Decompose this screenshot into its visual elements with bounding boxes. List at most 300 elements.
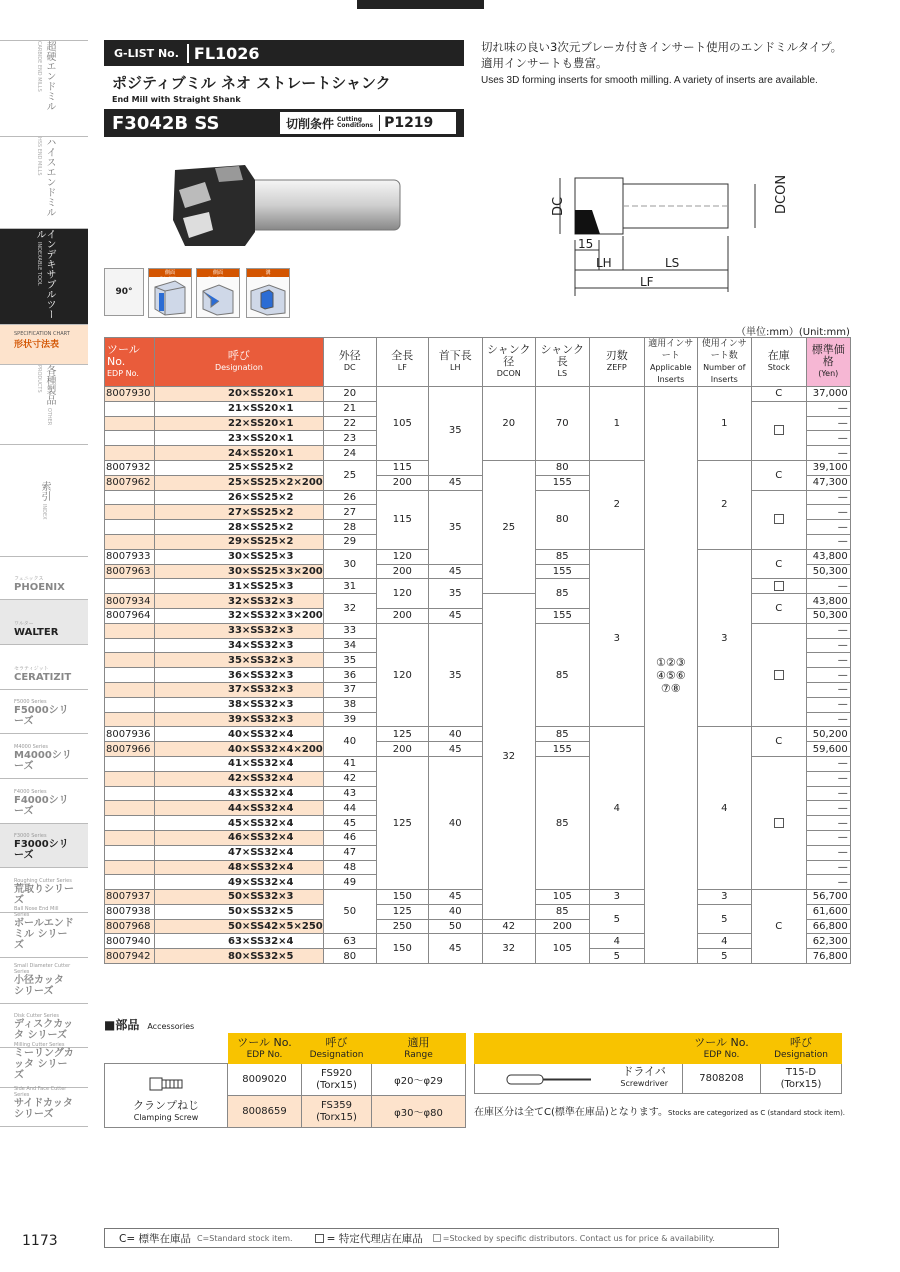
driver-cell (475, 1064, 683, 1094)
cell-edp (105, 771, 155, 786)
th-ja: 使用インサート数 (701, 339, 747, 361)
cell-edp: 8007930 (105, 387, 155, 402)
title-ja: ポジティブミル ネオ ストレートシャンク (112, 74, 391, 92)
cell-edp: 8007962 (105, 475, 155, 490)
sidebar-item-other[interactable]: 各種製品 OTHER PRODUCTS (0, 364, 88, 444)
cell-edp (105, 623, 155, 638)
sidebar-series-disk[interactable]: Disk Cutter Series ディスクカッタ シリーズ (0, 1003, 88, 1047)
legend-c-ja: C= 標準在庫品 (119, 1232, 191, 1245)
cell-ls: 80 (535, 460, 589, 475)
th-edp (228, 1034, 302, 1064)
angle-label: 90° (115, 287, 133, 297)
cell-edp: 8007968 (105, 919, 155, 934)
cell-price: — (806, 490, 850, 505)
cell-lh: 50 (428, 919, 482, 934)
legend-box-en: =Stocked by specific distributors. Contact us for price & availability. (442, 1233, 715, 1243)
cell-designation: 38×SS32×3 (155, 697, 324, 712)
cell-designation: 49×SS32×4 (155, 875, 324, 890)
th-en: LH (450, 363, 461, 372)
cell-lh: 40 (428, 904, 482, 919)
cell-stock (751, 490, 806, 549)
cell-dcon: 42 (482, 919, 535, 934)
th-designation (761, 1034, 842, 1064)
cell-lf: 200 (376, 475, 428, 490)
cell-price: 39,100 (806, 460, 850, 475)
th-insert-count (697, 338, 751, 387)
accessories-screw-table (104, 1033, 466, 1128)
cell-price: — (806, 401, 850, 416)
th-ja: 刃数 (605, 349, 628, 362)
note-en: Stocks are categorized as C (standard stock item). (668, 1109, 846, 1117)
sidebar-brand-ceratizit[interactable]: セラティジット CERATIZIT (0, 644, 88, 689)
sidebar-item-hss[interactable]: ハイスエンドミル HSS END MILLS (0, 136, 88, 228)
cell-ls: 155 (535, 608, 589, 623)
th-ja: 在庫 (767, 349, 790, 362)
cell-edp (105, 697, 155, 712)
cell-dc: 32 (323, 594, 376, 624)
cell-lh: 35 (428, 579, 482, 609)
cell-edp (105, 668, 155, 683)
op-label: 側面 (149, 269, 191, 277)
table-row (105, 727, 851, 742)
cell-designation: 20×SS20×1 (155, 387, 324, 402)
cell-price: 37,000 (806, 387, 850, 402)
th-ja: ツール No. (237, 1035, 292, 1049)
cell-edp (105, 801, 155, 816)
cell-edp (105, 505, 155, 520)
cell-dcon: 32 (482, 934, 535, 964)
cell-lf: 120 (376, 623, 428, 727)
cell-designation: 50×SS42×5×250 (155, 919, 324, 934)
driver-label-ja: ドライバ (622, 1065, 666, 1078)
distributor-stock-icon (774, 425, 784, 435)
th-en: Range (404, 1049, 433, 1060)
distributor-stock-icon (774, 670, 784, 680)
cell-edp (105, 712, 155, 727)
des2: (Torx15) (780, 1078, 822, 1090)
cell-stock (751, 401, 806, 460)
cell-ls: 70 (535, 387, 589, 461)
op-label-en: Slotting (261, 276, 275, 280)
cell-designation: 33×SS32×3 (155, 623, 324, 638)
sidebar-series-f5000[interactable]: F5000 Series F5000シリーズ (0, 689, 88, 733)
cell-dc: 41 (323, 756, 376, 771)
cell-range: φ20〜φ29 (372, 1064, 466, 1096)
sidebar-series-f4000[interactable]: F4000 Series F4000シリーズ (0, 778, 88, 823)
cell-insert-count: 4 (697, 934, 751, 949)
cell-designation: 32×SS32×3 (155, 594, 324, 609)
cell-insert-count: 5 (697, 904, 751, 934)
cond-en-2: Conditions (337, 122, 374, 129)
cell-price: 50,300 (806, 564, 850, 579)
cell-dc: 26 (323, 490, 376, 505)
cell-price: — (806, 520, 850, 535)
cell-dc: 35 (323, 653, 376, 668)
cell-designation: 21×SS20×1 (155, 401, 324, 416)
cell-designation: 28×SS25×2 (155, 520, 324, 535)
cell-designation: 40×SS32×4 (155, 727, 324, 742)
end-mill-illustration (165, 160, 405, 250)
cell-ls: 85 (535, 904, 589, 919)
sidebar-series-milling[interactable]: Milling Cutter Series ミーリングカッタ シリーズ (0, 1047, 88, 1087)
th-ja: 呼び (325, 1035, 348, 1049)
note-ja: 在庫区分は全てC(標準在庫品)となります。 (474, 1107, 668, 1118)
cell-insert-count: 5 (697, 949, 751, 964)
th-en: LS (557, 369, 568, 378)
th-dc (323, 338, 376, 387)
cell-lh: 45 (428, 564, 482, 579)
cell-designation: 37×SS32×3 (155, 682, 324, 697)
cell-dc: 38 (323, 697, 376, 712)
cell-price: 47,300 (806, 475, 850, 490)
cell-dc: 27 (323, 505, 376, 520)
cell-designation: 22×SS20×1 (155, 416, 324, 431)
cell-dc: 44 (323, 801, 376, 816)
cell-edp (105, 845, 155, 860)
th-en: Number of Inserts (703, 363, 746, 384)
th-empty (475, 1034, 683, 1064)
cell-dc: 28 (323, 520, 376, 535)
cell-lh: 45 (428, 890, 482, 905)
cell-edp: 8007936 (105, 727, 155, 742)
table-row (105, 904, 851, 919)
sidebar (0, 40, 88, 1127)
cell-designation: 34×SS32×3 (155, 638, 324, 653)
cell-lf: 200 (376, 564, 428, 579)
cell-edp (105, 830, 155, 845)
cell-lf: 115 (376, 490, 428, 549)
cell-ls: 85 (535, 623, 589, 727)
des1: FS920 (320, 1067, 352, 1079)
th-dcon (482, 338, 535, 387)
cell-dc: 22 (323, 416, 376, 431)
cell-price: 66,800 (806, 919, 850, 934)
cond-label-en (337, 117, 373, 129)
th-ja: 首下長 (438, 349, 472, 362)
sidebar-series-f3000[interactable]: F3000 Series F3000シリーズ (0, 823, 88, 867)
cell-lh: 35 (428, 387, 482, 476)
cell-dc: 48 (323, 860, 376, 875)
sidebar-item-index[interactable]: 索引 INDEX (0, 444, 88, 556)
cell-insert-count: 2 (697, 460, 751, 549)
cell-edp (105, 638, 155, 653)
cell-lf: 150 (376, 890, 428, 905)
th-ja: 適用インサート (648, 339, 694, 361)
cell-edp (105, 416, 155, 431)
th-en: LF (397, 363, 407, 372)
cell-edp: 8009020 (228, 1064, 302, 1096)
driver-label-en: Screwdriver (620, 1079, 668, 1088)
cell-price: — (806, 682, 850, 697)
cell-designation: 41×SS32×4 (155, 756, 324, 771)
sidebar-spec-chart[interactable]: SPECIFICATION CHART 形状寸法表 (0, 324, 88, 364)
cell-dc: 29 (323, 534, 376, 549)
screw-cell (105, 1064, 228, 1128)
sidebar-series-ballnose[interactable]: Ball Nose End Mill Series ボールエンドミル シリーズ (0, 912, 88, 957)
cell-edp: 8007937 (105, 890, 155, 905)
th-en: (Yen) (818, 369, 839, 378)
sidebar-brand-phoenix[interactable]: フェニックス PHOENIX (0, 556, 88, 599)
cell-zefp: 3 (589, 890, 644, 905)
th-ja: シャンク長 (540, 343, 585, 368)
glist-code: FL1026 (187, 44, 260, 63)
cell-designation: 36×SS32×3 (155, 668, 324, 683)
cell-dcon: 32 (482, 594, 535, 920)
cell-dc: 63 (323, 934, 376, 949)
cell-price: — (806, 534, 850, 549)
screw-label-ja: クランプねじ (133, 1098, 199, 1112)
cell-zefp: 5 (589, 904, 644, 934)
sidebar-series-roughing[interactable]: Roughing Cutter Series 荒取りシリーズ (0, 867, 88, 912)
cell-ls: 155 (535, 475, 589, 490)
cell-designation: 46×SS32×4 (155, 830, 324, 845)
cond-label-ja: 切削条件 (286, 116, 335, 131)
cell-lf: 200 (376, 608, 428, 623)
th-en: Stock (767, 363, 790, 372)
th-ja: 呼び (790, 1035, 812, 1049)
cell-edp (105, 431, 155, 446)
cell-designation (761, 1064, 842, 1094)
cell-dc: 50 (323, 890, 376, 934)
th-en: Applicable Inserts (649, 363, 692, 384)
cell-dc: 47 (323, 845, 376, 860)
cell-ls: 105 (535, 934, 589, 964)
cell-dc: 34 (323, 638, 376, 653)
th-empty (105, 1034, 228, 1064)
sidebar-series-m4000[interactable]: M4000 Series M4000シリーズ (0, 733, 88, 778)
th-ls (535, 338, 589, 387)
cell-stock: C (751, 460, 806, 490)
cutting-conditions-link[interactable] (280, 112, 456, 134)
des1: T15-D (785, 1066, 817, 1078)
cell-designation: 48×SS32×4 (155, 860, 324, 875)
cell-edp: 8007963 (105, 564, 155, 579)
cell-price: — (806, 638, 850, 653)
cell-dc: 37 (323, 682, 376, 697)
unit-label: （単位:mm）(Unit:mm) (736, 327, 850, 338)
cell-designation: 40×SS32×4×200 (155, 742, 324, 757)
op-side-milling-2-icon (196, 268, 240, 318)
des2: (Torx15) (316, 1079, 357, 1091)
cell-ls: 85 (535, 727, 589, 742)
cell-edp: 8007932 (105, 460, 155, 475)
th-lh (428, 338, 482, 387)
cell-stock: C (751, 727, 806, 757)
dc-label: DC (551, 196, 566, 216)
cell-price: 43,800 (806, 594, 850, 609)
cell-designation: 30×SS25×3 (155, 549, 324, 564)
cell-edp: 8008659 (228, 1096, 302, 1128)
cell-price: — (806, 830, 850, 845)
cell-lf: 120 (376, 579, 428, 609)
glist-bar (104, 40, 464, 66)
cell-inserts (644, 387, 697, 964)
cell-edp: 8007964 (105, 608, 155, 623)
description-ja: 切れ味の良い3次元ブレーカ付きインサート使用のエンドミルタイプ。適用インサートも豊富。 (481, 40, 843, 70)
sidebar-series-side[interactable]: Side And Face Cutter Series サイドカッタ シリーズ (0, 1087, 88, 1127)
cell-price: — (806, 431, 850, 446)
th-edp (105, 338, 155, 387)
cell-dc: 20 (323, 387, 376, 402)
cell-edp (105, 401, 155, 416)
cell-designation: 26×SS25×2 (155, 490, 324, 505)
cell-lf: 250 (376, 919, 428, 934)
distributor-stock-icon (774, 581, 784, 591)
cell-dc: 23 (323, 431, 376, 446)
cell-dcon: 25 (482, 460, 535, 593)
cell-designation: 42×SS32×4 (155, 771, 324, 786)
cell-edp (105, 653, 155, 668)
cell-edp (105, 490, 155, 505)
cell-designation: 23×SS20×1 (155, 431, 324, 446)
legend-c-en: C=Standard stock item. (196, 1233, 293, 1243)
th-ja: 全長 (391, 349, 414, 362)
cell-stock: C (751, 890, 806, 964)
op-side-milling-icon (148, 268, 192, 318)
table-row (105, 934, 851, 949)
des1: FS359 (320, 1099, 352, 1111)
cell-dc: 80 (323, 949, 376, 964)
cell-dc: 45 (323, 816, 376, 831)
table-row (105, 890, 851, 905)
cell-designation: 25×SS25×2×200 (155, 475, 324, 490)
cell-designation: 63×SS32×4 (155, 934, 324, 949)
cell-stock (751, 579, 806, 594)
cell-zefp: 1 (589, 387, 644, 461)
cell-price: — (806, 756, 850, 771)
cell-edp: 8007940 (105, 934, 155, 949)
th-en: EDP No. (703, 1049, 740, 1060)
lf-label: LF (640, 275, 654, 289)
cell-designation: 25×SS25×2 (155, 460, 324, 475)
angle-90-icon (104, 268, 144, 316)
th-range (372, 1034, 466, 1064)
cell-price: 62,300 (806, 934, 850, 949)
cell-edp: 8007966 (105, 742, 155, 757)
th-en: Designation (214, 363, 263, 372)
sidebar-series-small[interactable]: Small Diameter Cutter Series 小径カッタ シリーズ (0, 957, 88, 1003)
cell-designation: 50×SS32×3 (155, 890, 324, 905)
cell-lh: 45 (428, 475, 482, 490)
stock-note (474, 1103, 845, 1118)
cell-dc: 43 (323, 786, 376, 801)
cell-stock (751, 623, 806, 727)
cell-edp (105, 816, 155, 831)
cell-price: 56,700 (806, 890, 850, 905)
cell-edp: 8007933 (105, 549, 155, 564)
cell-zefp: 5 (589, 949, 644, 964)
stock-legend (104, 1228, 779, 1248)
op-slotting-icon (246, 268, 290, 318)
cell-lf: 125 (376, 756, 428, 889)
sidebar-item-carbide[interactable]: 超硬エンドミル CARBIDE END MILLS (0, 40, 88, 136)
page-number: 1173 (22, 1233, 58, 1249)
accessories-title-en: Accessories (147, 1022, 195, 1031)
screwdriver-icon (505, 1071, 595, 1087)
cell-designation: 29×SS25×2 (155, 534, 324, 549)
cell-dc: 33 (323, 623, 376, 638)
th-edp (683, 1034, 761, 1064)
description (481, 39, 851, 88)
cell-designation: 30×SS25×3×200 (155, 564, 324, 579)
cell-range: φ30〜φ80 (372, 1096, 466, 1128)
cell-designation: 44×SS32×4 (155, 801, 324, 816)
th-en: EDP No. (107, 369, 139, 378)
cell-price: — (806, 712, 850, 727)
cell-price: — (806, 860, 850, 875)
cell-lf: 105 (376, 387, 428, 461)
cell-designation: 24×SS20×1 (155, 446, 324, 461)
cell-dc: 39 (323, 712, 376, 727)
cell-zefp: 3 (589, 549, 644, 727)
cell-ls: 200 (535, 919, 589, 934)
cell-insert-count: 3 (697, 549, 751, 727)
table-row (105, 1064, 466, 1096)
cell-ls: 80 (535, 490, 589, 549)
cell-edp (105, 786, 155, 801)
th-inserts (644, 338, 697, 387)
cell-edp (105, 875, 155, 890)
th-zefp (589, 338, 644, 387)
cell-price: — (806, 801, 850, 816)
distributor-stock-icon (774, 514, 784, 524)
r15-label: 15 (578, 237, 594, 251)
cell-designation: 47×SS32×4 (155, 845, 324, 860)
op-label-en: Side Milling (207, 276, 229, 280)
cell-price: 59,600 (806, 742, 850, 757)
cell-dc: 40 (323, 727, 376, 757)
th-en: EDP No. (246, 1049, 283, 1060)
cell-ls: 85 (535, 579, 589, 609)
clamping-screw-icon (136, 1074, 196, 1094)
cell-dc: 24 (323, 446, 376, 461)
cell-designation: 35×SS32×3 (155, 653, 324, 668)
top-bar (357, 0, 484, 9)
cell-ls: 155 (535, 742, 589, 757)
cell-edp: 8007938 (105, 904, 155, 919)
title-en: End Mill with Straight Shank (112, 95, 241, 104)
cell-lf: 115 (376, 460, 428, 475)
table-row (105, 387, 851, 402)
accessories-title-ja: ■部品 (104, 1018, 140, 1032)
sidebar-brand-walter[interactable]: ワルター WALTER (0, 599, 88, 644)
cell-lh: 35 (428, 490, 482, 564)
cell-designation: 45×SS32×4 (155, 816, 324, 831)
cell-price: 43,800 (806, 549, 850, 564)
cell-price: — (806, 446, 850, 461)
legend-box-ja: = 特定代理店在庫品 (326, 1232, 423, 1245)
cell-designation (302, 1064, 372, 1096)
cell-price: 76,800 (806, 949, 850, 964)
distributor-stock-icon (774, 818, 784, 828)
cell-lh: 35 (428, 623, 482, 727)
cell-designation: 39×SS32×3 (155, 712, 324, 727)
th-lf (376, 338, 428, 387)
cell-price: — (806, 771, 850, 786)
cell-lh: 45 (428, 934, 482, 964)
th-ja: 適用 (407, 1035, 430, 1049)
cell-dc: 46 (323, 830, 376, 845)
th-ja: ツール No. (107, 343, 140, 368)
cell-price: — (806, 875, 850, 890)
cell-ls: 85 (535, 756, 589, 889)
cell-ls: 155 (535, 564, 589, 579)
cell-edp (105, 682, 155, 697)
dimension-schematic (540, 168, 789, 298)
th-price (806, 338, 850, 387)
cell-lf: 200 (376, 742, 428, 757)
sidebar-item-indexable[interactable]: インデキサブルツール INDEXABLE TOOL (0, 228, 88, 324)
